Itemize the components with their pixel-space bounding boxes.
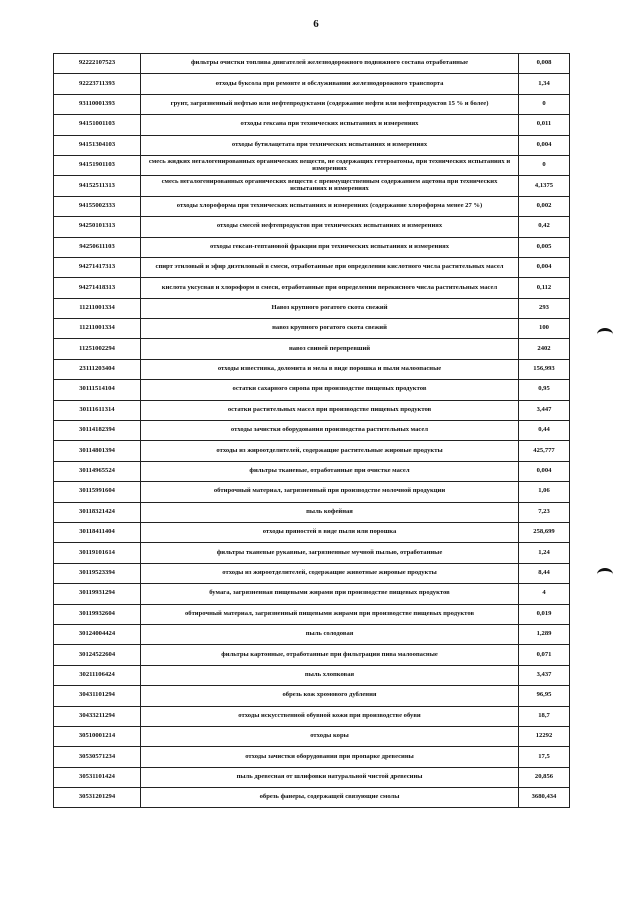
table-row [54, 339, 570, 359]
table-row [54, 135, 570, 155]
waste-amount-cell: 1,289 [519, 624, 570, 644]
table-row [54, 176, 570, 196]
waste-code-cell: 30119101614 [54, 543, 141, 563]
table-row [54, 217, 570, 237]
table-row [54, 359, 570, 379]
waste-amount-cell: 258,699 [519, 522, 570, 542]
waste-code-cell: 94250611103 [54, 237, 141, 257]
waste-amount-cell: 0,95 [519, 380, 570, 400]
table-row [54, 706, 570, 726]
waste-name-cell: обтирочный материал, загрязненный при производстве молочной продукции [141, 482, 519, 502]
waste-table-body [54, 54, 570, 808]
waste-name-cell: навоз крупного рогатого скота свежий [141, 319, 519, 339]
table-row [54, 298, 570, 318]
page-number: 6 [313, 18, 319, 30]
table-row [54, 319, 570, 339]
waste-name-cell: отходы буксола при ремонте и обслуживании железнодорожного транспорта [141, 74, 519, 94]
waste-amount-cell: 0,005 [519, 237, 570, 257]
waste-name-cell: остатки растительных масел при производстве пищевых продуктов [141, 400, 519, 420]
waste-code-cell: 23111203404 [54, 359, 141, 379]
table-row [54, 543, 570, 563]
table-row [54, 196, 570, 216]
waste-amount-cell: 0,42 [519, 217, 570, 237]
table-row [54, 747, 570, 767]
waste-name-cell: отходы коры [141, 726, 519, 746]
waste-code-cell: 30124522604 [54, 645, 141, 665]
waste-code-cell: 30115991604 [54, 482, 141, 502]
table-row [54, 115, 570, 135]
waste-name-cell: отходы гексан-гептановой фракции при технических испытаниях и измерениях [141, 237, 519, 257]
table-row [54, 788, 570, 808]
table-row [54, 502, 570, 522]
waste-amount-cell: 0,019 [519, 604, 570, 624]
waste-amount-cell: 0,112 [519, 278, 570, 298]
table-row [54, 584, 570, 604]
waste-code-cell: 92223711393 [54, 74, 141, 94]
waste-code-cell: 30119931294 [54, 584, 141, 604]
waste-amount-cell: 0,002 [519, 196, 570, 216]
waste-amount-cell: 100 [519, 319, 570, 339]
waste-name-cell: отходы гексана при технических испытаниях и измерениях [141, 115, 519, 135]
table-row [54, 94, 570, 114]
waste-code-cell: 30114965524 [54, 461, 141, 481]
table-row [54, 421, 570, 441]
waste-code-cell: 11251002294 [54, 339, 141, 359]
waste-amount-cell: 0,004 [519, 461, 570, 481]
waste-code-cell: 30119932604 [54, 604, 141, 624]
table-row [54, 441, 570, 461]
waste-amount-cell: 0,008 [519, 54, 570, 74]
table-row [54, 624, 570, 644]
table-row [54, 461, 570, 481]
table-row [54, 767, 570, 787]
waste-name-cell: фильтры очистки топлива двигателей железнодорожного подвижного состава отработанные [141, 54, 519, 74]
waste-name-cell: навоз свиней перепревший [141, 339, 519, 359]
table-row [54, 665, 570, 685]
waste-amount-cell: 3,447 [519, 400, 570, 420]
waste-name-cell: отходы зачистки оборудования при пропарке древесины [141, 747, 519, 767]
waste-amount-cell: 0,44 [519, 421, 570, 441]
waste-name-cell: отходы искусственной обувной кожи при производстве обуви [141, 706, 519, 726]
waste-name-cell: обтирочный материал, загрязненный пищевыми жирами при производстве пищевых продуктов [141, 604, 519, 624]
waste-amount-cell: 3680,434 [519, 788, 570, 808]
waste-amount-cell: 2402 [519, 339, 570, 359]
waste-amount-cell: 4,1375 [519, 176, 570, 196]
waste-name-cell: пыль солодовая [141, 624, 519, 644]
waste-amount-cell: 156,993 [519, 359, 570, 379]
waste-amount-cell: 96,95 [519, 686, 570, 706]
table-row [54, 482, 570, 502]
waste-amount-cell: 0,004 [519, 135, 570, 155]
waste-amount-cell: 1,06 [519, 482, 570, 502]
waste-name-cell: обрезь фанеры, содержащей связующие смолы [141, 788, 519, 808]
table-row [54, 380, 570, 400]
waste-code-cell: 30118411404 [54, 522, 141, 542]
waste-amount-cell: 3,437 [519, 665, 570, 685]
table-row [54, 522, 570, 542]
waste-code-cell: 94250101313 [54, 217, 141, 237]
waste-name-cell: отходы из жироотделителей, содержащие животные жировые продукты [141, 563, 519, 583]
waste-name-cell: обрезь кож хромового дубления [141, 686, 519, 706]
waste-name-cell: отходы хлороформа при технических испытаниях и измерениях (содержание хлороформа менее 27 %) [141, 196, 519, 216]
waste-amount-cell: 0,011 [519, 115, 570, 135]
waste-table [53, 53, 570, 808]
waste-amount-cell: 0,004 [519, 257, 570, 277]
waste-code-cell: 94151901103 [54, 155, 141, 175]
table-row [54, 237, 570, 257]
waste-amount-cell: 4 [519, 584, 570, 604]
table-row [54, 155, 570, 175]
waste-code-cell: 93110001393 [54, 94, 141, 114]
punch-hole-mark [597, 328, 613, 341]
waste-code-cell: 30118321424 [54, 502, 141, 522]
table-row [54, 645, 570, 665]
waste-name-cell: отходы смесей нефтепродуктов при технических испытаниях и измерениях [141, 217, 519, 237]
waste-amount-cell: 17,5 [519, 747, 570, 767]
waste-code-cell: 30111514104 [54, 380, 141, 400]
waste-amount-cell: 0 [519, 155, 570, 175]
waste-code-cell: 92222107523 [54, 54, 141, 74]
waste-amount-cell: 293 [519, 298, 570, 318]
table-row [54, 54, 570, 74]
waste-amount-cell: 7,23 [519, 502, 570, 522]
waste-amount-cell: 425,777 [519, 441, 570, 461]
waste-code-cell: 94152511313 [54, 176, 141, 196]
waste-name-cell: отходы из жироотделителей, содержащие растительные жировые продукты [141, 441, 519, 461]
waste-amount-cell: 18,7 [519, 706, 570, 726]
waste-name-cell: спирт этиловый и эфир диэтиловый в смеси, отработанные при определении кислотного числа растительных масел [141, 257, 519, 277]
waste-code-cell: 94155002333 [54, 196, 141, 216]
table-row [54, 400, 570, 420]
punch-hole-mark [597, 568, 613, 581]
waste-name-cell: отходы пряностей в виде пыли или порошка [141, 522, 519, 542]
waste-name-cell: остатки сахарного сиропа при производстве пищевых продуктов [141, 380, 519, 400]
waste-amount-cell: 0,071 [519, 645, 570, 665]
waste-code-cell: 94151001103 [54, 115, 141, 135]
waste-amount-cell: 20,856 [519, 767, 570, 787]
table-row [54, 604, 570, 624]
waste-amount-cell: 0 [519, 94, 570, 114]
waste-amount-cell: 8,44 [519, 563, 570, 583]
table-row [54, 563, 570, 583]
waste-code-cell: 30111611314 [54, 400, 141, 420]
waste-amount-cell: 12292 [519, 726, 570, 746]
table-row [54, 278, 570, 298]
waste-code-cell: 30531101424 [54, 767, 141, 787]
waste-name-cell: бумага, загрязненная пищевыми жирами при производстве пищевых продуктов [141, 584, 519, 604]
waste-code-cell: 30124004424 [54, 624, 141, 644]
table-row [54, 686, 570, 706]
waste-code-cell: 94271417313 [54, 257, 141, 277]
waste-name-cell: грунт, загрязненный нефтью или нефтепродуктами (содержание нефти или нефтепродуктов 15 % и более) [141, 94, 519, 114]
waste-code-cell: 30211106424 [54, 665, 141, 685]
waste-code-cell: 30531201294 [54, 788, 141, 808]
table-row [54, 74, 570, 94]
waste-name-cell: отходы известняка, доломита и мела в виде порошка и пыли малоопасные [141, 359, 519, 379]
waste-code-cell: 94271418313 [54, 278, 141, 298]
waste-code-cell: 30530571234 [54, 747, 141, 767]
waste-code-cell: 94151304103 [54, 135, 141, 155]
waste-amount-cell: 1,34 [519, 74, 570, 94]
waste-name-cell: кислота уксусная и хлороформ в смеси, отработанные при определении перекисного числа растительных масел [141, 278, 519, 298]
table-row [54, 257, 570, 277]
waste-name-cell: отходы бутилацетата при технических испытаниях и измерениях [141, 135, 519, 155]
waste-name-cell: фильтры тканевые рукавные, загрязненные мучной пылью, отработанные [141, 543, 519, 563]
waste-amount-cell: 1,24 [519, 543, 570, 563]
waste-name-cell: отходы зачистки оборудования производства растительных масел [141, 421, 519, 441]
waste-code-cell: 30114182394 [54, 421, 141, 441]
waste-name-cell: пыль кофейная [141, 502, 519, 522]
waste-name-cell: Навоз крупного рогатого скота свежий [141, 298, 519, 318]
waste-code-cell: 30119523394 [54, 563, 141, 583]
waste-code-cell: 11211001334 [54, 319, 141, 339]
waste-name-cell: пыль хлопковая [141, 665, 519, 685]
waste-code-cell: 30114801394 [54, 441, 141, 461]
waste-name-cell: смесь негалогенированных органических веществ с преимущественным содержанием ацетона при технических испытаниях и измерениях [141, 176, 519, 196]
waste-name-cell: фильтры тканевые, отработанные при очистке масел [141, 461, 519, 481]
waste-code-cell: 11211001334 [54, 298, 141, 318]
waste-code-cell: 30433211294 [54, 706, 141, 726]
waste-code-cell: 30431101294 [54, 686, 141, 706]
table-row [54, 726, 570, 746]
waste-name-cell: смесь жидких негалогенированных органических веществ, не содержащих гетероатомы, при технических испытаниях и измерениях [141, 155, 519, 175]
waste-name-cell: фильтры картонные, отработанные при фильтрации пива малоопасные [141, 645, 519, 665]
waste-name-cell: пыль древесная от шлифовки натуральной чистой древесины [141, 767, 519, 787]
waste-code-cell: 30510001214 [54, 726, 141, 746]
